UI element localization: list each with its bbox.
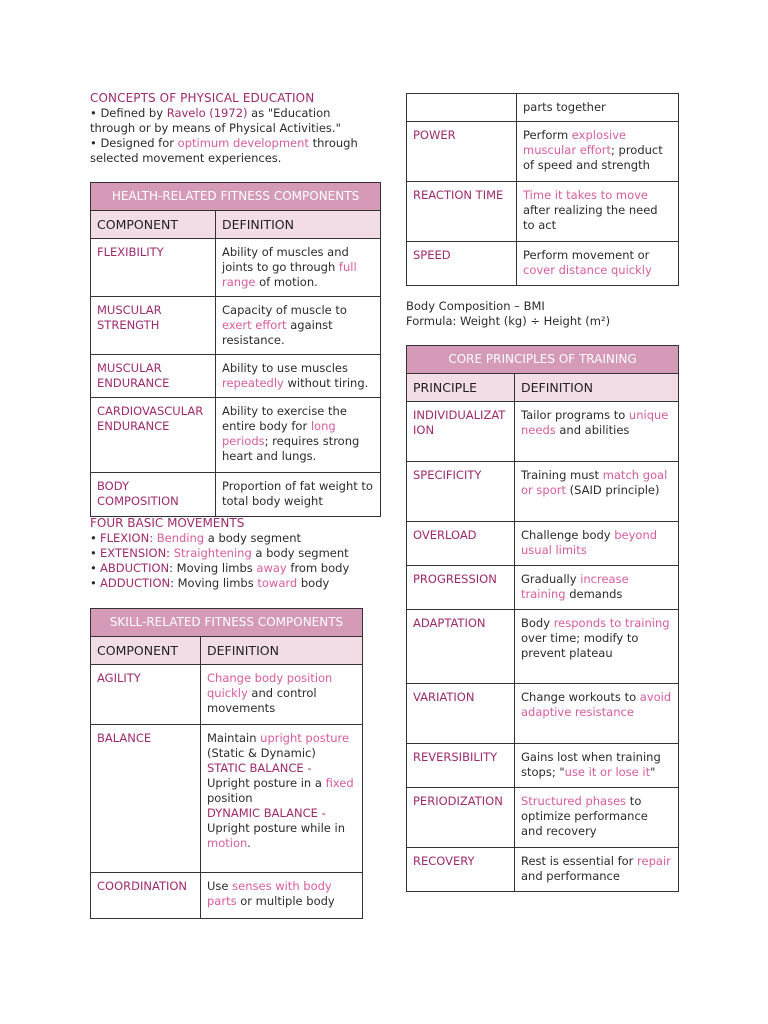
def-highlight: fixed [325, 776, 354, 790]
def-text: Use [207, 879, 233, 893]
movement-text: : Moving limbs [170, 576, 258, 590]
def-text: Upright posture in a [207, 776, 326, 790]
component-definition [201, 725, 363, 873]
bmi-line: Body Composition – BMI [406, 299, 545, 313]
table-row [407, 122, 679, 182]
skill-fitness-table [90, 608, 363, 919]
table-row [407, 94, 679, 122]
intro-title: CONCEPTS OF PHYSICAL EDUCATION [90, 91, 315, 105]
component-definition [216, 239, 381, 297]
component-definition [201, 665, 363, 725]
table-row [91, 297, 381, 355]
def-highlight: senses with body parts [207, 879, 332, 908]
def-text: Ability to use muscles [222, 361, 349, 375]
def-text: (SAID principle) [565, 483, 660, 497]
def-text: and performance [521, 869, 620, 883]
list-item [90, 531, 380, 546]
intro-def-pre: • Defined by [90, 106, 167, 120]
def-text: Upright posture while in [207, 821, 346, 835]
movement-name: FLEXION: [100, 531, 154, 545]
principle-definition [515, 744, 679, 788]
table-row [91, 473, 381, 517]
skill-table-caption: SKILL-RELATED FITNESS COMPONENTS [91, 609, 363, 637]
def-highlight: cover distance quickly [523, 263, 652, 277]
component-name: REACTION TIME [407, 182, 517, 242]
principle-name: INDIVIDUALIZATION [407, 402, 515, 462]
def-text: over time; modify to prevent plateau [521, 631, 639, 660]
movement-text: : Moving limbs [169, 561, 257, 575]
table-row [407, 610, 679, 684]
intro-designed [90, 136, 360, 166]
movements-title: FOUR BASIC MOVEMENTS [90, 516, 245, 530]
table-row [91, 725, 363, 873]
def-text: position [207, 791, 253, 805]
def-highlight: full range [222, 260, 357, 289]
def-text: Tailor programs to [521, 408, 629, 422]
component-definition [517, 122, 679, 182]
def-text: after realizing the need to act [523, 203, 658, 232]
core-col-principle: PRINCIPLE [407, 374, 515, 402]
table-row [407, 744, 679, 788]
dynamic-balance-label: DYNAMIC BALANCE - [207, 806, 326, 820]
principle-definition [515, 566, 679, 610]
def-text: against resistance. [222, 318, 333, 347]
bullet: • [90, 561, 97, 575]
def-text: Perform [523, 128, 572, 142]
basic-movements-section [90, 516, 380, 591]
component-name: AGILITY [91, 665, 201, 725]
principle-name: ADAPTATION [407, 610, 515, 684]
static-balance-label: STATIC BALANCE - [207, 761, 312, 775]
table-row [407, 684, 679, 744]
bullet: • [90, 531, 97, 545]
component-name: MUSCULAR STRENGTH [91, 297, 216, 355]
bullet: • [90, 546, 97, 560]
def-highlight: repeatedly [222, 376, 284, 390]
def-highlight: increase training [521, 572, 629, 601]
def-highlight: explosive muscular effort [523, 128, 627, 157]
bullet: • [90, 576, 97, 590]
principle-definition [515, 462, 679, 522]
def-text: Challenge body [521, 528, 615, 542]
def-highlight: use it or lose it [564, 765, 651, 779]
table-row [407, 566, 679, 610]
def-text: and control movements [207, 686, 317, 715]
table-row [91, 398, 381, 473]
component-definition [201, 873, 363, 919]
def-text: of motion. [255, 275, 318, 289]
def-highlight: motion [207, 836, 248, 850]
principle-name: OVERLOAD [407, 522, 515, 566]
skill-fitness-table-continued [406, 93, 679, 286]
table-row [407, 788, 679, 848]
health-fitness-table [90, 182, 381, 517]
component-definition [216, 297, 381, 355]
table-row [407, 402, 679, 462]
movement-text: a body segment [251, 546, 349, 560]
def-text: Gains lost when training stops; " [521, 750, 661, 779]
def-highlight: Change body position quickly [207, 671, 333, 700]
principle-definition [515, 848, 679, 892]
intro-designed-highlight: optimum development [177, 136, 309, 150]
movement-name: EXTENSION: [100, 546, 171, 560]
def-highlight: repair [637, 854, 671, 868]
def-text: Maintain [207, 731, 261, 745]
def-text: Capacity of muscle to [222, 303, 347, 317]
movement-name: ADDUCTION [100, 576, 171, 590]
component-name: FLEXIBILITY [91, 239, 216, 297]
movement-text: from body [286, 561, 350, 575]
core-col-definition: DEFINITION [515, 374, 679, 402]
movement-highlight: Straightening [173, 546, 252, 560]
component-name [407, 94, 517, 122]
principle-definition [515, 788, 679, 848]
table-row [91, 355, 381, 398]
principle-name: VARIATION [407, 684, 515, 744]
movement-text: body [297, 576, 330, 590]
principle-definition [515, 522, 679, 566]
def-highlight: responds to training [553, 616, 670, 630]
def-highlight: Time it takes to move [523, 188, 649, 202]
component-name: POWER [407, 122, 517, 182]
def-text: Ability of muscles and joints to go through [222, 245, 349, 274]
table-row [407, 848, 679, 892]
intro-designed-post: through selected movement experiences. [90, 136, 358, 165]
component-name: MUSCULAR ENDURANCE [91, 355, 216, 398]
component-name: BALANCE [91, 725, 201, 873]
component-definition [517, 182, 679, 242]
def-highlight: unique needs [521, 408, 669, 437]
movement-text: a body segment [204, 531, 301, 545]
def-text: Ability to exercise the entire body for [222, 404, 347, 433]
skill-col-definition: DEFINITION [201, 637, 363, 665]
component-definition [216, 398, 381, 473]
def-text: Change workouts to [521, 690, 640, 704]
intro-designed-pre: • Designed for [90, 136, 178, 150]
def-highlight: Structured phases [521, 794, 627, 808]
principle-definition [515, 402, 679, 462]
movement-name: ABDUCTION [100, 561, 170, 575]
table-row [91, 239, 381, 297]
intro-definition [90, 106, 360, 136]
def-text: (Static & Dynamic) [207, 746, 316, 760]
component-name: COORDINATION [91, 873, 201, 919]
def-text: Perform movement or [523, 248, 650, 262]
table-row [407, 462, 679, 522]
intro-section [90, 91, 360, 166]
principle-name: PERIODIZATION [407, 788, 515, 848]
bmi-note [406, 299, 706, 329]
def-highlight: upright posture [260, 731, 350, 745]
table-row [407, 522, 679, 566]
table-row [91, 873, 363, 919]
def-text: ; requires strong heart and lungs. [222, 434, 360, 463]
table-row [91, 665, 363, 725]
intro-def-post: as "Education through or by means of Physical Activities." [90, 106, 341, 135]
intro-author: Ravelo (1972) [166, 106, 248, 120]
def-text: Gradually [521, 572, 581, 586]
def-text: demands [565, 587, 623, 601]
movement-highlight: away [256, 561, 287, 575]
component-definition [517, 242, 679, 286]
core-principles-table [406, 345, 679, 892]
principle-name: SPECIFICITY [407, 462, 515, 522]
principle-name: PROGRESSION [407, 566, 515, 610]
skill-col-component: COMPONENT [91, 637, 201, 665]
list-item [90, 576, 380, 591]
health-table-caption: HEALTH-RELATED FITNESS COMPONENTS [91, 183, 381, 211]
component-definition [216, 355, 381, 398]
def-text: without tiring. [283, 376, 369, 390]
def-text: Rest is essential for [521, 854, 638, 868]
def-highlight: match goal or sport [521, 468, 668, 497]
def-highlight: beyond usual limits [521, 528, 658, 557]
def-highlight: avoid adaptive resistance [521, 690, 672, 719]
list-item [90, 546, 380, 561]
def-highlight: long periods [222, 419, 336, 448]
principle-definition [515, 684, 679, 744]
core-table-caption: CORE PRINCIPLES OF TRAINING [407, 346, 679, 374]
component-definition: parts together [517, 94, 679, 122]
def-text: and abilities [555, 423, 630, 437]
def-text: . [247, 836, 251, 850]
principle-definition [515, 610, 679, 684]
def-text: or multiple body [236, 894, 335, 908]
movement-highlight: toward [257, 576, 298, 590]
def-text: Body [521, 616, 554, 630]
def-text: Training must [521, 468, 603, 482]
def-text: " [650, 765, 656, 779]
health-col-definition: DEFINITION [216, 211, 381, 239]
health-col-component: COMPONENT [91, 211, 216, 239]
table-row [407, 182, 679, 242]
list-item [90, 561, 380, 576]
movement-highlight: Bending [156, 531, 205, 545]
principle-name: REVERSIBILITY [407, 744, 515, 788]
table-row [407, 242, 679, 286]
component-name: BODY COMPOSITION [91, 473, 216, 517]
component-definition: Proportion of fat weight to total body weight [216, 473, 381, 517]
component-name: SPEED [407, 242, 517, 286]
def-highlight: exert effort [222, 318, 287, 332]
bmi-formula: Formula: Weight (kg) ÷ Height (m²) [406, 314, 611, 328]
def-text: to optimize performance and recovery [521, 794, 648, 838]
component-name: CARDIOVASCULAR ENDURANCE [91, 398, 216, 473]
principle-name: RECOVERY [407, 848, 515, 892]
def-text: ; product of speed and strength [523, 143, 663, 172]
